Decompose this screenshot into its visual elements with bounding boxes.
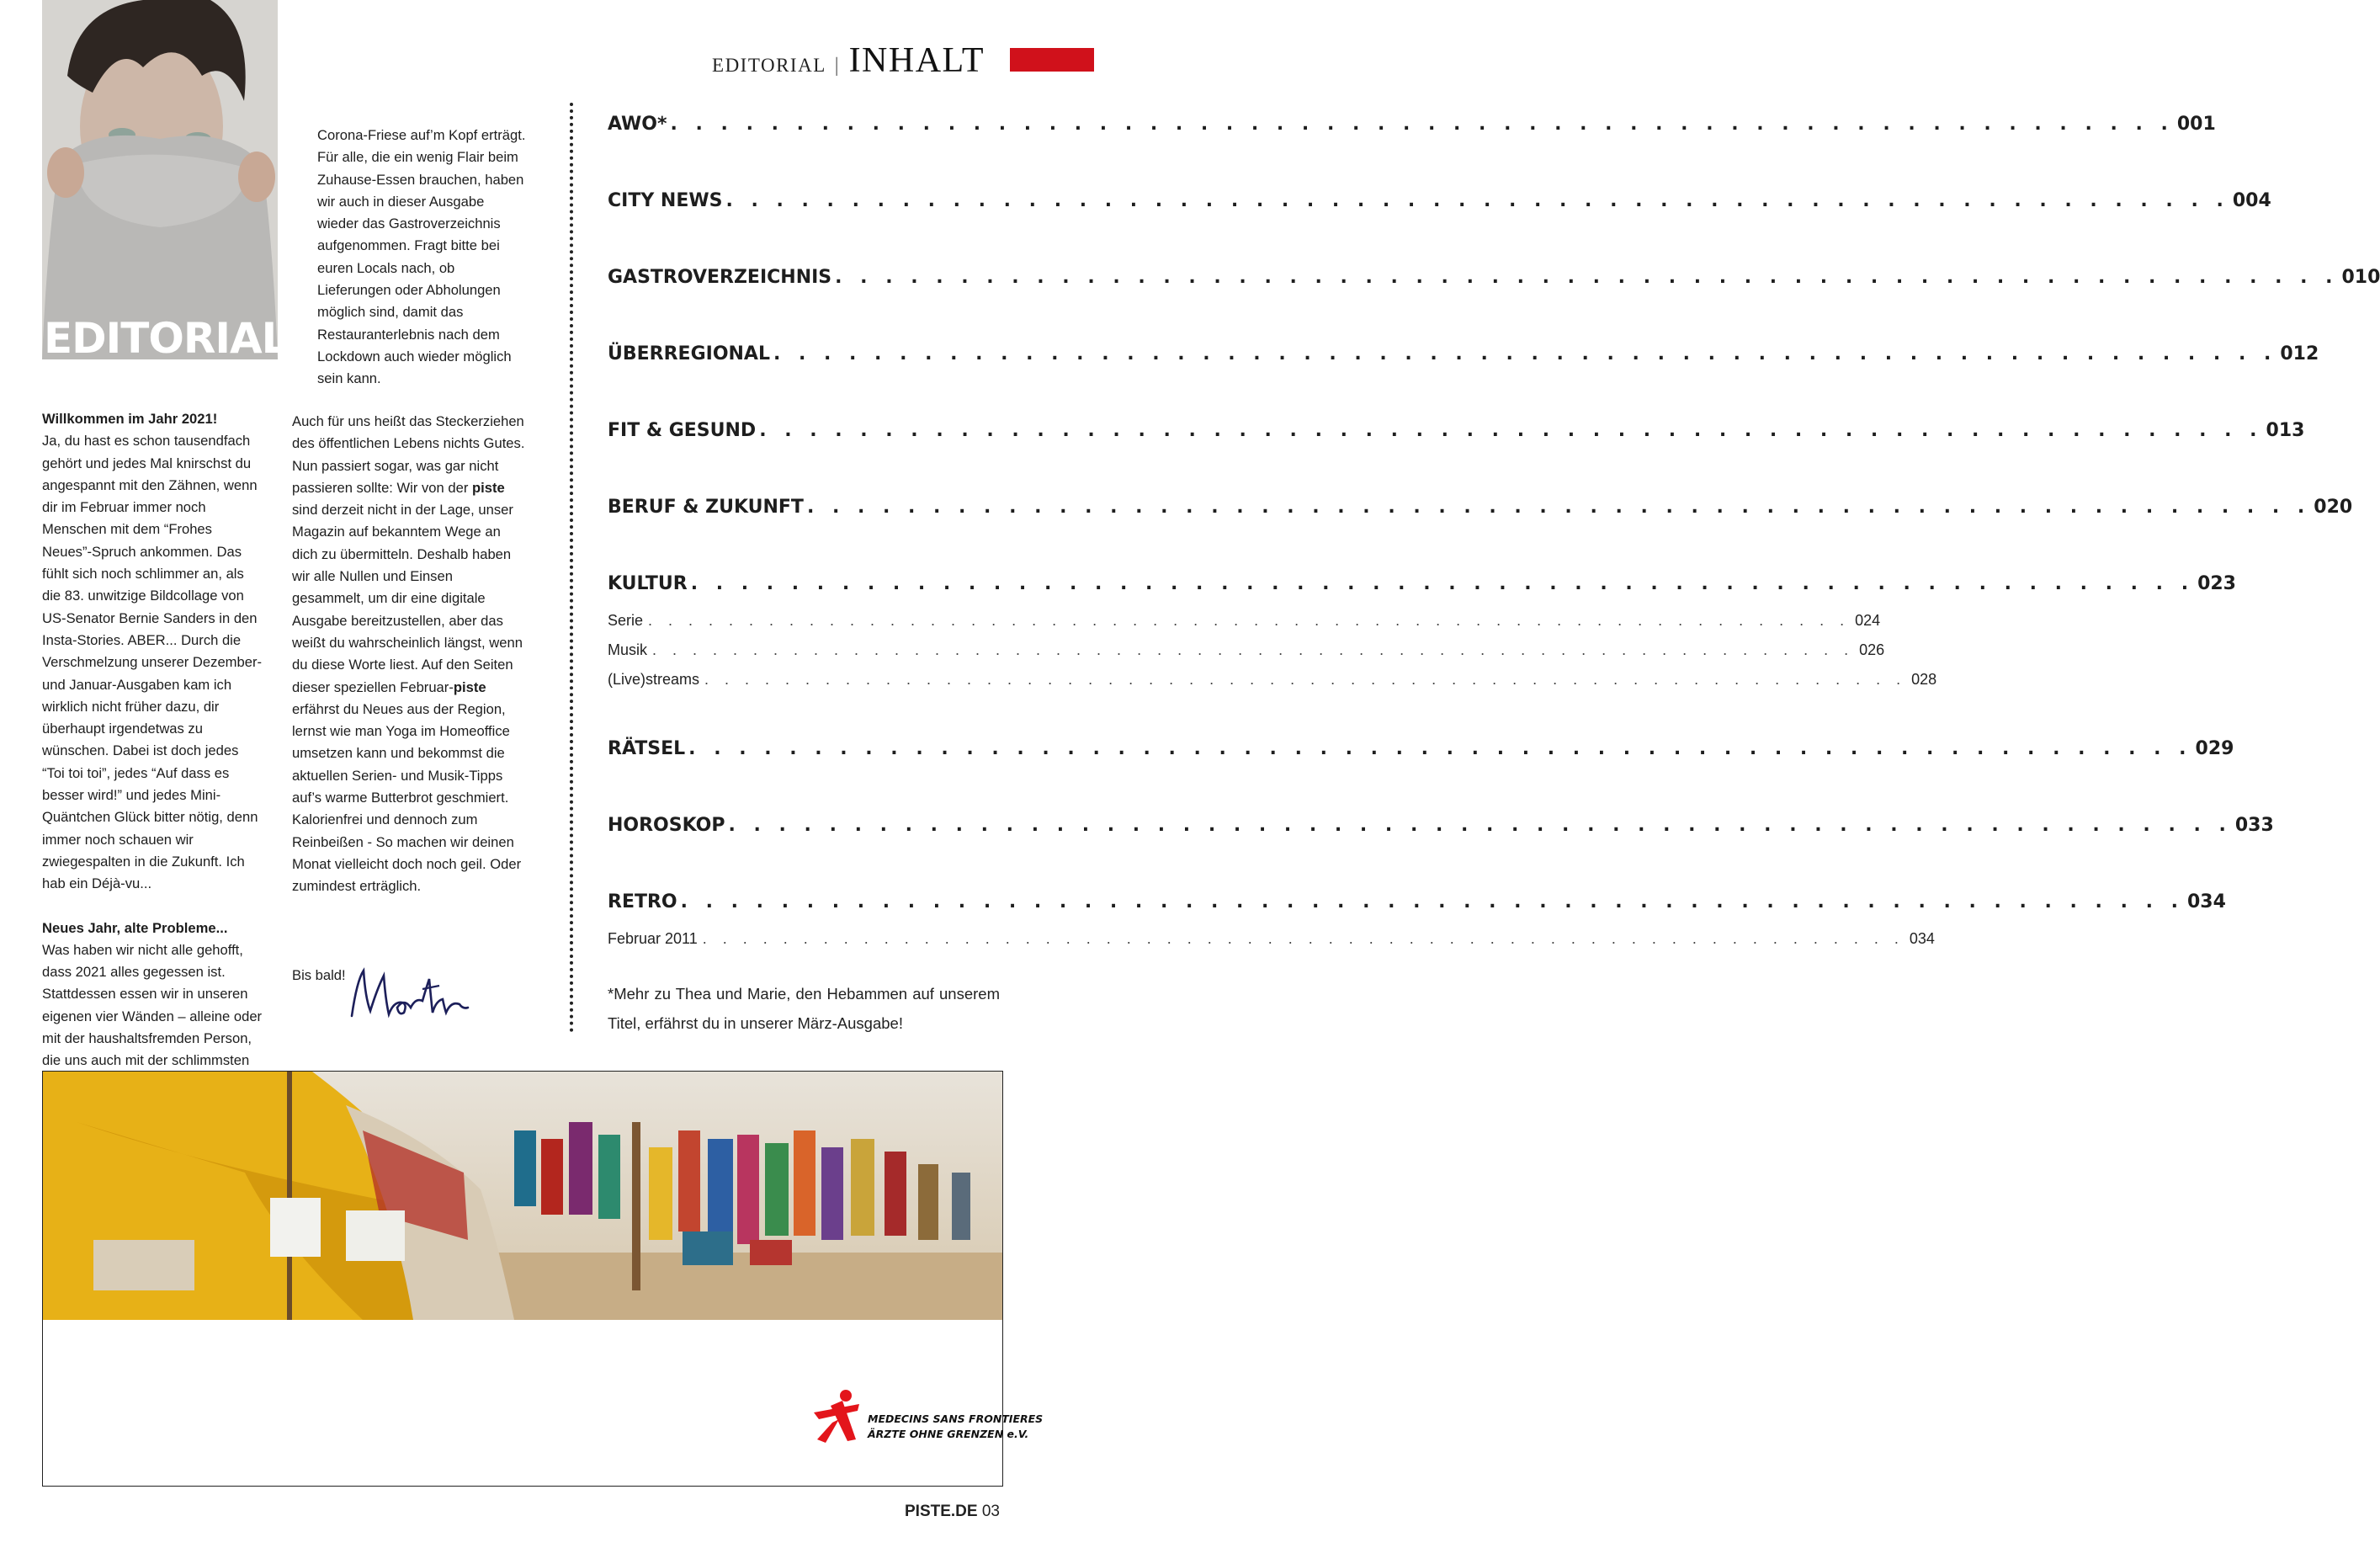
toc-page-number: 026 xyxy=(1859,641,1885,658)
toc-page-number: 034 xyxy=(1909,930,1935,947)
toc-entry[interactable] xyxy=(608,420,2305,441)
header-separator: | xyxy=(834,55,839,77)
portrait-illustration xyxy=(42,0,278,359)
toc-leader-dots: . . . . . . . . . . . . . . . . . . . . . . . . . . . . . . . . . . . . . . . . . . . . . . . . . . . . . . . . . . . . xyxy=(688,738,2192,759)
toc-page-number: 010 xyxy=(2341,267,2380,288)
toc-entry[interactable] xyxy=(608,497,2353,518)
toc-page-number: 013 xyxy=(2266,420,2305,441)
toc-page-number: 012 xyxy=(2280,343,2319,364)
section-header xyxy=(712,40,985,81)
toc-leader-dots: . . . . . . . . . . . . . . . . . . . . . . . . . . . . . . . . . . . . . . . . . . . . . . . . . . . . . . . . . . . . xyxy=(806,497,2311,518)
toc-page-number: 028 xyxy=(1911,671,1937,688)
editorial-subheading: Neues Jahr, alte Probleme... xyxy=(42,919,228,936)
toc-title: Musik xyxy=(608,641,648,658)
toc-entry[interactable] xyxy=(608,891,2226,912)
toc-subentry[interactable] xyxy=(608,671,1937,689)
toc-leader-dots: . . . . . . . . . . . . . . . . . . . . . . . . . . . . . . . . . . . . . . . . . . . . . . . . . . . . . . . . . . . . xyxy=(648,612,1851,629)
toc-leader-dots: . . . . . . . . . . . . . . . . . . . . . . . . . . . . . . . . . . . . . . . . . . . . . . . . . . . . . . . . . . . . xyxy=(670,114,2174,135)
brand-name: piste xyxy=(471,479,505,496)
toc-leader-dots: . . . . . . . . . . . . . . . . . . . . . . . . . . . . . . . . . . . . . . . . . . . . . . . . . . . . . . . . . . . . xyxy=(680,891,2184,912)
toc-title: ÜBERREGIONAL xyxy=(608,343,770,364)
toc-leader-dots: . . . . . . . . . . . . . . . . . . . . . . . . . . . . . . . . . . . . . . . . . . . . . . . . . . . . . . . . . . . . xyxy=(702,930,1905,947)
toc-title: BERUF & ZUKUNFT xyxy=(608,497,804,518)
toc-title: Februar 2011 xyxy=(608,930,698,947)
msf-logo xyxy=(809,1387,1044,1450)
ad-photo xyxy=(43,1072,1002,1320)
editorial-text: erfährst du Neues aus der Region, lernst wie man Yoga im Homeoffice umsetzen kann und bekommst die aktuellen Serien- und Musik-Tipps auf’s warme Butterbrot geschmiert. Kalorienfrei und dennoch zum Reinbeißen - So machen wir deinen Monat vielleicht doch noch geil. Oder zumindest erträglich. xyxy=(292,700,522,895)
editorial-column-2-bottom xyxy=(292,411,528,898)
signature xyxy=(345,964,471,1031)
editorial-paragraph: Ja, du hast es schon tausendfach gehört und jedes Mal knirschst du angespannt mit den Zähnen, wenn dir im Februar immer noch Menschen mit dem “Frohes Neues”-Spruch ankommen. Das fühlt sich noch schlimmer an, als die 83. unwitzige Bildcollage von US-Senator Bernie Sanders in den Insta-Stories. ABER... Durch die Verschmelzung unserer Dezember- und Januar-Ausgaben kam ich wirklich nicht früher dazu, dir überhaupt irgendetwas zu wünschen. Dabei ist doch jedes “Toi toi toi”, jedes “Auf dass es besser wird!” und jedes Mini-Quäntchen Glück bitter nötig, denn immer noch schauen wir zwiegespalten in die Zukunft. Ich hab ein Déjà-vu... xyxy=(42,433,263,892)
toc-title: AWO* xyxy=(608,114,667,135)
toc-leader-dots: . . . . . . . . . . . . . . . . . . . . . . . . . . . . . . . . . . . . . . . . . . . . . . . . . . . . . . . . . . . . xyxy=(704,671,1907,688)
msf-name-fr: MEDECINS SANS FRONTIERES xyxy=(868,1412,1044,1425)
toc-subentry[interactable] xyxy=(608,612,1881,630)
header-section: EDITORIAL xyxy=(712,55,826,76)
toc-leader-dots: . . . . . . . . . . . . . . . . . . . . . . . . . . . . . . . . . . . . . . . . . . . . . . . . . . . . . . . . . . . . xyxy=(725,190,2229,211)
column-divider xyxy=(570,103,573,1033)
toc-entry[interactable] xyxy=(608,738,2234,759)
advertisement[interactable] xyxy=(42,1071,1044,1487)
toc-page-number: 029 xyxy=(2195,738,2234,759)
closing-text: Bis bald! xyxy=(292,967,346,983)
footer-site[interactable]: PISTE.DE xyxy=(905,1503,978,1520)
toc-entry[interactable] xyxy=(608,343,2319,364)
toc-entry[interactable] xyxy=(608,267,2380,288)
toc-leader-dots: . . . . . . . . . . . . . . . . . . . . . . . . . . . . . . . . . . . . . . . . . . . . . . . . . . . . . . . . . . . . xyxy=(759,420,2263,441)
footer-page-number: 03 xyxy=(981,1503,1000,1520)
header-title: INHALT xyxy=(848,41,985,80)
toc-title: HOROSKOP xyxy=(608,815,725,836)
portrait-label: EDITORIAL xyxy=(44,314,288,363)
toc-title: RÄTSEL xyxy=(608,738,686,759)
toc-page-number: 034 xyxy=(2186,891,2226,912)
toc-leader-dots: . . . . . . . . . . . . . . . . . . . . . . . . . . . . . . . . . . . . . . . . . . . . . . . . . . . . . . . . . . . . xyxy=(773,343,2277,364)
toc-leader-dots: . . . . . . . . . . . . . . . . . . . . . . . . . . . . . . . . . . . . . . . . . . . . . . . . . . . . . . . . . . . . xyxy=(690,573,2195,594)
msf-name-de: ÄRZTE OHNE GRENZEN e.V. xyxy=(868,1428,1029,1440)
brand-name: piste xyxy=(453,678,486,695)
toc-title: (Live)streams xyxy=(608,671,700,688)
editorial-text: sind derzeit nicht in der Lage, unser Magazin auf bekanntem Wege an dich zu übermitteln. Deshalb haben wir alle Nullen und Einsen gesammelt, um dir eine digitale Ausgabe bereitzustellen, aber das weißt du wahrscheinlich längst, wenn du diese Worte liest. Auf den Seiten dieser speziellen Februar- xyxy=(292,502,523,695)
toc-subentry[interactable] xyxy=(608,641,1885,659)
editorial-column-1 xyxy=(42,408,263,1072)
toc-page-number: 004 xyxy=(2232,190,2271,211)
toc-title: CITY NEWS xyxy=(608,190,723,211)
toc-title: FIT & GESUND xyxy=(608,420,757,441)
toc-page-number: 033 xyxy=(2234,815,2274,836)
toc-entry[interactable] xyxy=(608,573,2236,594)
accent-bar xyxy=(1010,48,1094,72)
toc-footnote: *Mehr zu Thea und Marie, den Hebammen auf unserem Titel, erfährst du in unserer März-Ausgabe! xyxy=(608,985,1000,1032)
msf-runner-icon xyxy=(809,1387,868,1446)
toc-entry[interactable] xyxy=(608,190,2271,211)
toc-page-number: 001 xyxy=(2176,114,2216,135)
toc-entry[interactable] xyxy=(608,114,2216,135)
toc-title: KULTUR xyxy=(608,573,688,594)
toc-page-number: 023 xyxy=(2197,573,2236,594)
editorial-subheading: Willkommen im Jahr 2021! xyxy=(42,411,218,427)
editor-portrait xyxy=(42,0,288,363)
toc-leader-dots: . . . . . . . . . . . . . . . . . . . . . . . . . . . . . . . . . . . . . . . . . . . . . . . . . . . . . . . . . . . . xyxy=(835,267,2339,288)
editorial-paragraph: Was haben wir nicht alle gehofft, dass 2021 alles gegessen ist. Stattdessen essen wir in unseren eigenen vier Wänden – alleine oder mit der haushaltsfremden Person, die uns auch mit der schlimmsten xyxy=(42,941,263,1069)
toc-leader-dots: . . . . . . . . . . . . . . . . . . . . . . . . . . . . . . . . . . . . . . . . . . . . . . . . . . . . . . . . . . . . xyxy=(728,815,2232,836)
toc-title: Serie xyxy=(608,612,644,629)
page-footer xyxy=(905,1503,1000,1521)
toc-leader-dots: . . . . . . . . . . . . . . . . . . . . . . . . . . . . . . . . . . . . . . . . . . . . . . . . . . . . . . . . . . . . xyxy=(652,641,1855,658)
toc-entry[interactable] xyxy=(608,815,2274,836)
toc-page-number: 024 xyxy=(1855,612,1881,629)
editorial-text: Auch für uns heißt das Steckerziehen des öffentlichen Lebens nichts Gutes. Nun passiert sogar, was gar nicht passieren sollte: Wir von der xyxy=(292,413,525,496)
toc-title: RETRO xyxy=(608,891,677,912)
toc-subentry[interactable] xyxy=(608,930,1935,948)
toc-page-number: 020 xyxy=(2314,497,2353,518)
toc-title: GASTROVERZEICHNIS xyxy=(608,267,832,288)
editorial-column-2-top: Corona-Friese auf’m Kopf erträgt. Für alle, die ein wenig Flair beim Zuhause-Essen brauchen, haben wir auch in dieser Ausgabe wieder das Gastroverzeichnis aufgenommen. Fragt bitte bei euren Locals nach, ob Lieferungen oder Abholungen möglich sind, damit das Restauranterlebnis nach dem Lockdown auch wieder möglich sein kann. xyxy=(317,127,526,387)
